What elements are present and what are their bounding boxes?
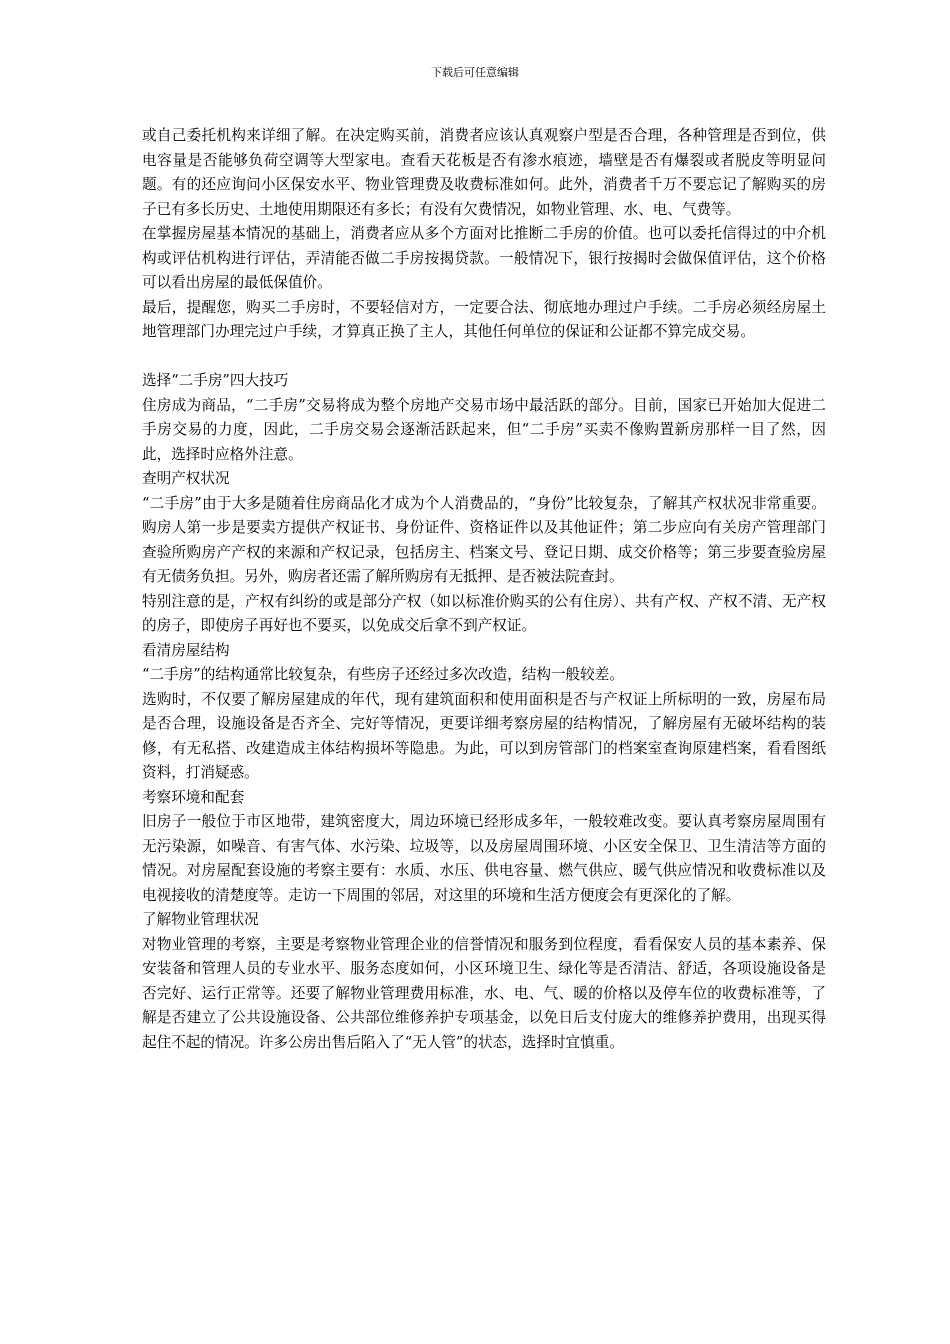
- blank-line: [142, 345, 826, 370]
- paragraph: 在掌握房屋基本情况的基础上，消费者应从多个方面对比推断二手房的价值。也可以委托信得过的中介机构或评估机构进行评估，弄清能否做二手房按揭贷款。一般情况下，银行按揭时会做保值评估，这个价格可以看出房屋的最低保值价。: [142, 225, 826, 291]
- section-heading: 了解物业管理状况: [142, 911, 259, 928]
- section-heading: 考察环境和配套: [142, 788, 245, 806]
- section-heading: 查明产权状况: [142, 470, 230, 487]
- paragraph: “二手房”由于大多是随着住房商品化才成为个人消费品的，“身份”比较复杂，了解其产权状况非常重要。购房人第一步是要卖方提供产权证书、身份证件、资格证件以及其他证件；第二步应向有关房产管理部门查验所购房产产权的来源和产权记录，包括房主、档案文号、登记日期、成交价格等；第三步要查验房屋有无债务负担。另外，购房者还需了解所购房有无抵押、是否被法院查封。: [142, 494, 826, 585]
- paragraph: 选购时，不仅要了解房屋建成的年代，现有建筑面积和使用面积是否与产权证上所标明的一致，房屋布局是否合理，设施设备是否齐全、完好等情况，更要详细考察房屋的结构情况，了解房屋有无破坏结构的装修，有无私搭、改建造成主体结构损坏等隐患。为此，可以到房管部门的档案室查询原建档案，看看图纸资料，打消疑惑。: [142, 690, 826, 781]
- paragraph: 住房成为商品，“二手房”交易将成为整个房地产交易市场中最活跃的部分。目前，国家已开始加大促进二手房交易的力度，因此，二手房交易会逐渐活跃起来，但“二手房”买卖不像购置新房那样一目了然，因此，选择时应格外注意。: [142, 396, 826, 463]
- paragraph: 特别注意的是，产权有纠纷的或是部分产权（如以标准价购买的公有住房）、共有产权、产权不清、无产权的房子，即使房子再好也不要买，以免成交后拿不到产权证。: [142, 592, 826, 634]
- paragraph: “二手房”的结构通常比较复杂，有些房子还经过多次改造，结构一般较差。: [142, 666, 624, 683]
- paragraph: 对物业管理的考察，主要是考察物业管理企业的信誉情况和服务到位程度，看看保安人员的基本素养、保安装备和管理人员的专业水平、服务态度如何，小区环境卫生、绿化等是否清洁、舒适，各项设施设备是否完好、运行正常等。还要了解物业管理费用标准，水、电、气、暖的价格以及停车位的收费标准等，了解是否建立了公共设施设备、公共部位维修养护专项基金，以免日后支付庞大的维修养护费用，出现买得起住不起的情况。许多公房出售后陷入了“无人管”的状态，选择时宜慎重。: [142, 935, 826, 1051]
- section-heading: 看清房屋结构: [142, 641, 230, 659]
- page-header: 下载后可任意编辑: [431, 66, 519, 79]
- paragraph: 或自己委托机构来详细了解。在决定购买前，消费者应该认真观察户型是否合理，各种管理是否到位，供电容量是否能够负荷空调等大型家电。查看天花板是否有渗水痕迹，墙壁是否有爆裂或者脱皮等明显问题。有的还应询问小区保安水平、物业管理费及收费标准如何。此外，消费者千万不要忘记了解购买的房子已有多长历史、土地使用期限还有多长；有没有欠费情况，如物业管理、水、电、气费等。: [142, 127, 826, 218]
- paragraph: 最后，提醒您，购买二手房时，不要轻信对方，一定要合法、彻底地办理过户手续。二手房必须经房屋土地管理部门办理完过户手续，才算真正换了主人，其他任何单位的保证和公证都不算完成交易。: [142, 298, 826, 340]
- paragraph: 旧房子一般位于市区地带，建筑密度大，周边环境已经形成多年，一般较难改变。要认真考察房屋周围有无污染源，如噪音、有害气体、水污染、垃圾等，以及房屋周围环境、小区安全保卫、卫生清洁等方面的情况。对房屋配套设施的考察主要有：水质、水压、供电容量、燃气供应、暖气供应情况和收费标准以及电视接收的清楚度等。走访一下周围的邻居，对这里的环境和生活方便度会有更深化的了解。: [142, 813, 826, 904]
- document-body: [142, 124, 826, 1055]
- section-title: 选择“二手房”四大技巧: [142, 372, 289, 389]
